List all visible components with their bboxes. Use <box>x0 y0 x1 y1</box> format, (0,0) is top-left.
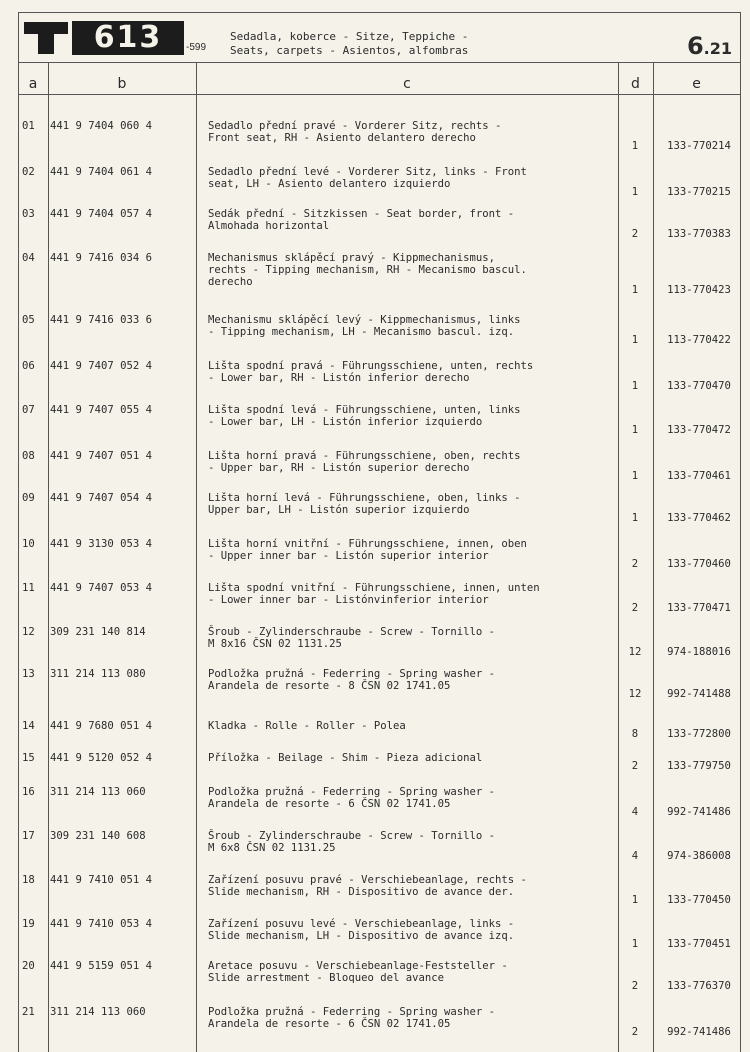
part-number: 441 9 7407 053 4 <box>50 582 153 594</box>
quantity: 1 <box>631 470 639 482</box>
part-description: Aretace posuvu - Verschiebeanlage-Feststeller - Slide arrestment - Bloqueo del avance <box>208 960 508 984</box>
quantity: 4 <box>631 850 639 862</box>
sheet-number-main: 6 <box>686 32 704 60</box>
part-description: Podložka pružná - Federring - Spring washer - Arandela de resorte - 6 ČSN 02 1741.05 <box>208 786 496 810</box>
quantity: 12 <box>628 688 642 700</box>
part-description: Sedák přední - Sitzkissen - Seat border, front - Almohada horizontal <box>208 208 515 232</box>
part-description: Mechanismus sklápěcí pravý - Kippmechanismus, rechts - Tipping mechanism, RH - Mecanismo bascul. derecho <box>208 252 527 288</box>
quantity: 12 <box>628 646 642 658</box>
catalog-number: 992-741486 <box>667 806 731 818</box>
part-number: 441 9 7404 057 4 <box>50 208 153 220</box>
column-header-d: d <box>631 76 640 92</box>
row-position: 16 <box>22 786 35 798</box>
part-description: Zařízení posuvu levé - Verschiebeanlage, links - Slide mechanism, LH - Dispositivo de avance izq. <box>208 918 515 942</box>
quantity: 2 <box>631 558 639 570</box>
quantity: 1 <box>631 334 639 346</box>
column-header-a: a <box>28 76 38 92</box>
part-number: 441 9 5159 051 4 <box>50 960 153 972</box>
part-description: Zařízení posuvu pravé - Verschiebeanlage, rechts - Slide mechanism, RH - Dispositivo de avance der. <box>208 874 527 898</box>
column-header-c: c <box>403 76 411 92</box>
part-number: 441 9 7410 053 4 <box>50 918 153 930</box>
row-position: 17 <box>22 830 35 842</box>
quantity: 1 <box>631 380 639 392</box>
quantity: 1 <box>631 894 639 906</box>
column-header-e: e <box>692 76 701 92</box>
catalog-number: 113-770423 <box>667 284 731 296</box>
quantity: 1 <box>631 424 639 436</box>
quantity: 2 <box>631 760 639 772</box>
catalog-number: 133-770461 <box>667 470 731 482</box>
part-number: 309 231 140 608 <box>50 830 146 842</box>
part-description: Podložka pružná - Federring - Spring washer - Arandela de resorte - 6 ČSN 02 1741.05 <box>208 1006 496 1030</box>
row-position: 12 <box>22 626 35 638</box>
row-position: 21 <box>22 1006 35 1018</box>
catalog-number: 974-188016 <box>667 646 731 658</box>
quantity: 1 <box>631 938 639 950</box>
row-position: 07 <box>22 404 35 416</box>
part-description: Příložka - Beilage - Shim - Pieza adicional <box>208 752 483 764</box>
row-position: 08 <box>22 450 35 462</box>
sheet-number-sub: .21 <box>703 39 732 58</box>
catalog-number: 133-770460 <box>667 558 731 570</box>
part-description: Šroub - Zylinderschraube - Screw - Tornillo - M 6x8 ČSN 02 1131.25 <box>208 830 496 854</box>
part-number: 309 231 140 814 <box>50 626 146 638</box>
t-logo-icon <box>24 22 68 54</box>
catalog-number: 133-776370 <box>667 980 731 992</box>
row-position: 13 <box>22 668 35 680</box>
part-number: 311 214 113 060 <box>50 786 146 798</box>
part-number: 441 9 7407 054 4 <box>50 492 153 504</box>
catalog-number: 133-779750 <box>667 760 731 772</box>
row-position: 04 <box>22 252 35 264</box>
row-position: 10 <box>22 538 35 550</box>
part-number: 441 9 7404 060 4 <box>50 120 153 132</box>
row-position: 15 <box>22 752 35 764</box>
quantity: 8 <box>631 728 639 740</box>
row-position: 03 <box>22 208 35 220</box>
part-description: Sedadlo přední levé - Vorderer Sitz, links - Front seat, LH - Asiento delantero izquierdo <box>208 166 527 190</box>
part-number: 441 9 7407 055 4 <box>50 404 153 416</box>
part-number: 311 214 113 060 <box>50 1006 146 1018</box>
row-position: 14 <box>22 720 35 732</box>
section-title-line1: Sedadla, koberce - Sitze, Teppiche - <box>230 30 469 43</box>
catalog-number: 974-386008 <box>667 850 731 862</box>
part-number: 441 9 7410 051 4 <box>50 874 153 886</box>
row-position: 18 <box>22 874 35 886</box>
part-number: 441 9 3130 053 4 <box>50 538 153 550</box>
catalog-number: 133-770383 <box>667 228 731 240</box>
part-description: Šroub - Zylinderschraube - Screw - Tornillo - M 8x16 ČSN 02 1131.25 <box>208 626 496 650</box>
catalog-number: 133-770470 <box>667 380 731 392</box>
catalog-number: 133-770472 <box>667 424 731 436</box>
section-title-line2: Seats, carpets - Asientos, alfombras <box>230 44 469 57</box>
sheet-number <box>687 32 732 60</box>
part-description: Lišta spodní levá - Führungsschiene, unten, links - Lower bar, LH - Listón inferior izquierdo <box>208 404 521 428</box>
catalog-number: 133-770450 <box>667 894 731 906</box>
part-number: 441 9 7407 052 4 <box>50 360 153 372</box>
catalog-number: 113-770422 <box>667 334 731 346</box>
catalog-number: 133-770451 <box>667 938 731 950</box>
catalog-number: 133-770462 <box>667 512 731 524</box>
catalog-number: 133-770214 <box>667 140 731 152</box>
quantity: 1 <box>631 186 639 198</box>
catalog-number: 133-770215 <box>667 186 731 198</box>
quantity: 1 <box>631 284 639 296</box>
row-position: 06 <box>22 360 35 372</box>
part-number: 311 214 113 080 <box>50 668 146 680</box>
quantity: 1 <box>631 512 639 524</box>
quantity: 2 <box>631 980 639 992</box>
row-position: 19 <box>22 918 35 930</box>
catalog-number: 133-772800 <box>667 728 731 740</box>
row-position: 20 <box>22 960 35 972</box>
part-description: Lišta horní pravá - Führungsschiene, oben, rechts - Upper bar, RH - Listón superior derecho <box>208 450 521 474</box>
quantity: 2 <box>631 228 639 240</box>
part-description: Lišta horní vnitřní - Führungsschiene, innen, oben - Upper inner bar - Listón superior interior <box>208 538 527 562</box>
row-position: 05 <box>22 314 35 326</box>
part-number: 441 9 7416 034 6 <box>50 252 153 264</box>
part-number: 441 9 5120 052 4 <box>50 752 153 764</box>
catalog-number: 133-770471 <box>667 602 731 614</box>
model-logo: 613 <box>72 21 184 55</box>
part-description: Mechanismu sklápěcí levý - Kippmechanismus, links - Tipping mechanism, LH - Mecanismo bascul. izq. <box>208 314 521 338</box>
part-number: 441 9 7416 033 6 <box>50 314 153 326</box>
catalog-number: 992-741488 <box>667 688 731 700</box>
row-position: 02 <box>22 166 35 178</box>
part-number: 441 9 7404 061 4 <box>50 166 153 178</box>
part-description: Lišta spodní vnitřní - Führungsschiene, innen, unten - Lower inner bar - Listónvinferior interior <box>208 582 540 606</box>
part-number: 441 9 7680 051 4 <box>50 720 153 732</box>
row-position: 11 <box>22 582 35 594</box>
part-number: 441 9 7407 051 4 <box>50 450 153 462</box>
quantity: 2 <box>631 1026 639 1038</box>
catalog-number: 992-741486 <box>667 1026 731 1038</box>
part-description: Lišta spodní pravá - Führungsschiene, unten, rechts - Lower bar, RH - Listón inferior derecho <box>208 360 534 384</box>
quantity: 2 <box>631 602 639 614</box>
row-position: 09 <box>22 492 35 504</box>
model-suffix: -599 <box>186 42 207 53</box>
section-title <box>230 30 468 58</box>
part-description: Kladka - Rolle - Roller - Polea <box>208 720 406 732</box>
part-description: Podložka pružná - Federring - Spring washer - Arandela de resorte - 8 ČSN 02 1741.05 <box>208 668 496 692</box>
quantity: 4 <box>631 806 639 818</box>
part-description: Lišta horní levá - Führungsschiene, oben, links - Upper bar, LH - Listón superior izquierdo <box>208 492 521 516</box>
part-description: Sedadlo přední pravé - Vorderer Sitz, rechts - Front seat, RH - Asiento delantero derecho <box>208 120 502 144</box>
page-header <box>18 12 740 62</box>
column-header-b: b <box>117 76 127 92</box>
row-position: 01 <box>22 120 35 132</box>
quantity: 1 <box>631 140 639 152</box>
